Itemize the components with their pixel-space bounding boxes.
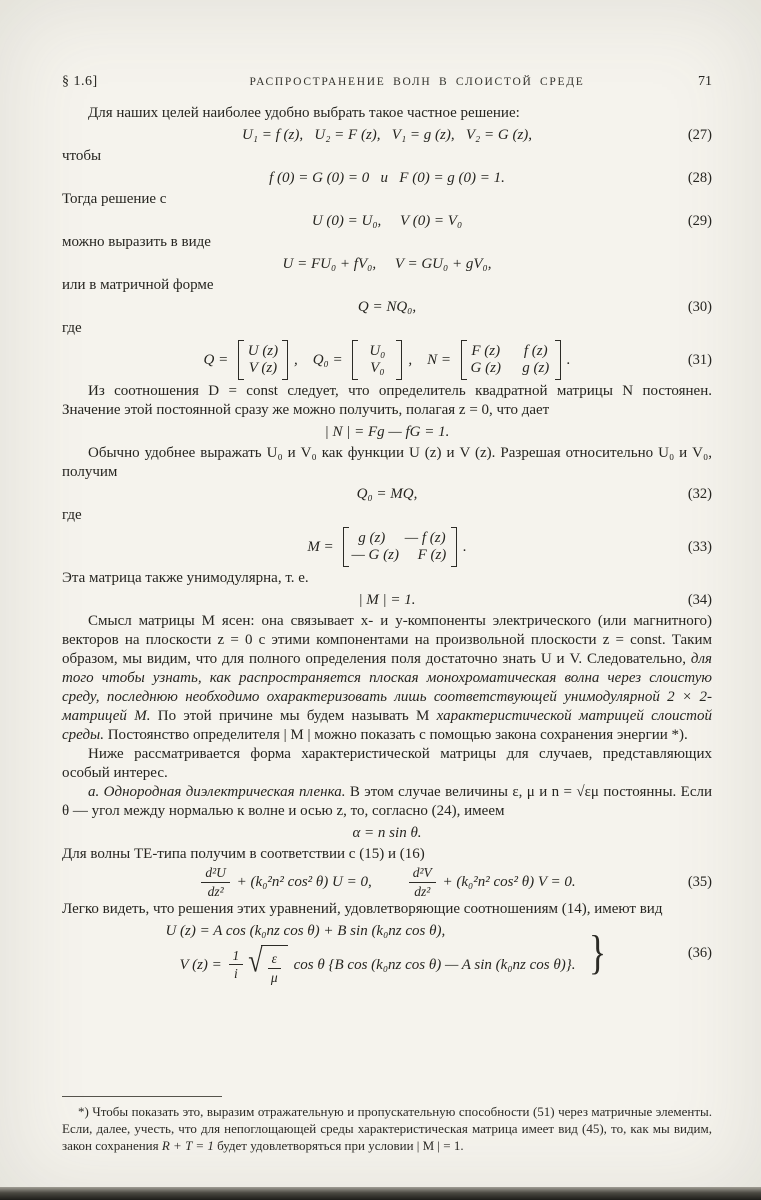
matrix-cell: V (z) xyxy=(248,360,278,376)
equation-term: . xyxy=(462,539,467,555)
equation-term: . xyxy=(566,352,571,368)
matrix-cell: F (z) xyxy=(471,343,501,359)
paragraph: Ниже рассматривается форма характеристической матрицы для случаев, представляющих особый интерес. xyxy=(62,746,712,781)
fraction-numerator: d²V xyxy=(409,866,436,883)
equation-system xyxy=(165,921,575,984)
matrix-row xyxy=(246,343,280,360)
equation-36 xyxy=(62,921,712,984)
running-head xyxy=(62,74,712,90)
paragraph-run: Смысл матрицы M ясен: она связывает x- и y-компоненты электрического (или магнитного) векторов на плоскости z = 0 с этими компонентами на произвольной плоскости z = const. Таким образом, мы видим, что для полного определения поля достаточно знать U и V. Следовательно, xyxy=(62,613,712,667)
fraction xyxy=(229,949,244,981)
equation-term: cos θ {B cos (k₀nz cos θ) — A sin (k₀nz cos θ)}. xyxy=(289,956,576,973)
paragraph xyxy=(62,783,712,821)
paragraph xyxy=(62,612,712,745)
page-number: 71 xyxy=(698,74,712,89)
matrix-cell: — G (z) xyxy=(351,547,399,563)
scan-bottom-edge xyxy=(0,1187,761,1200)
equation-term: M = xyxy=(307,539,338,555)
matrix-cell: U (z) xyxy=(247,343,279,359)
cue-line: или в матричной форме xyxy=(62,277,214,293)
equation-number: (33) xyxy=(687,539,712,555)
cue-line: где xyxy=(62,320,82,336)
matrix-cell: G (z) xyxy=(470,360,501,376)
fraction-denominator: i xyxy=(234,966,238,981)
matrix-row xyxy=(469,360,553,377)
matrix-row xyxy=(469,343,553,360)
equation-line xyxy=(165,942,576,985)
running-title: РАСПРОСТРАНЕНИЕ ВОЛН В СЛОИСТОЙ СРЕДЕ xyxy=(249,76,585,88)
cue-line: чтобы xyxy=(62,148,102,164)
equation-number: (36) xyxy=(687,944,712,961)
matrix-row xyxy=(360,360,394,377)
equation-30 xyxy=(62,297,712,317)
equation-body: U₁ = f (z), U₂ = F (z), V₁ = g (z), V₂ = G (z), xyxy=(241,127,533,143)
equation-number: (31) xyxy=(687,352,712,368)
equation-body: Q₀ = MQ, xyxy=(356,486,418,502)
equation-number: (34) xyxy=(687,592,712,608)
equation-line: U (z) = A cos (k₀nz cos θ) + B sin (k₀nz cos θ), xyxy=(165,923,446,939)
fraction-denominator: dz² xyxy=(207,883,224,899)
cue-line: Для волны TE-типа получим в соответствии с (15) и (16) xyxy=(62,846,425,862)
matrix-row xyxy=(246,360,280,377)
equation-number: (27) xyxy=(687,127,712,143)
fraction xyxy=(201,866,230,898)
matrix-n xyxy=(461,340,561,380)
footnote-block xyxy=(62,1096,712,1154)
paragraph: Обычно удобнее выражать U₀ и V₀ как функции U (z) и V (z). Разрешая относительно U₀ и V₀, получим xyxy=(62,445,712,480)
cue-line: где xyxy=(62,507,82,523)
equation-detn xyxy=(62,422,712,442)
equation-28 xyxy=(62,168,712,188)
equation-term: Q = xyxy=(203,352,232,368)
paragraph-run-italic: характеристической матрицей слоистой среды. xyxy=(62,708,713,743)
equation-body: α = n sin θ. xyxy=(352,825,422,841)
fraction xyxy=(268,952,281,984)
paragraph-run: В этом случае величины ε, μ и n = √εμ постоянны. Если θ — угол между нормалью к волне и осью z, то, согласно (24), имеем xyxy=(62,784,713,819)
equation-29 xyxy=(62,211,712,231)
equation-number: (35) xyxy=(687,874,712,890)
paragraph-run: По этой причине мы будем называть M xyxy=(150,708,437,724)
paragraph: Для наших целей наиболее удобно выбрать такое частное решение: xyxy=(88,105,520,121)
equation-32 xyxy=(62,484,712,504)
cue-line: Легко видеть, что решения этих уравнений, удовлетворяющие соотношениям (14), имеют вид xyxy=(62,901,663,917)
footnote-text: *) Чтобы показать это, выразим отражательную и пропускательную способности (51) через матричные элементы. Если, далее, учесть, что для непоглощающей среды характеристическая матрица имеет вид (45), то, как мы видим, закон сохранения xyxy=(62,1104,712,1153)
cue-line: можно выразить в виде xyxy=(62,234,211,250)
equation-term: , Q₀ = xyxy=(293,352,347,368)
footnote-math: R + T = 1 xyxy=(161,1138,214,1153)
fraction-numerator: 1 xyxy=(229,949,244,966)
equation-term: + (k₀²n² cos² θ) V = 0. xyxy=(438,874,576,890)
matrix-cell: f (z) xyxy=(523,343,548,359)
radical-argument xyxy=(261,945,288,984)
sqrt-radical xyxy=(248,942,288,985)
fraction-numerator: d²U xyxy=(201,866,230,883)
matrix-row xyxy=(351,530,449,547)
equation-27 xyxy=(62,125,712,145)
matrix-m xyxy=(343,527,457,567)
equation-body: | M | = 1. xyxy=(358,592,416,608)
paragraph-run: Постоянство определителя | M | можно показать с помощью закона сохранения энергии *). xyxy=(103,727,688,743)
equation-uv xyxy=(62,254,712,274)
fraction xyxy=(409,866,436,898)
footnote-text: будет удовлетворяться при условии | M | = 1. xyxy=(213,1138,464,1153)
matrix-cell: g (z) xyxy=(522,360,550,376)
matrix-row xyxy=(360,343,394,360)
equation-body: f (0) = G (0) = 0 и F (0) = g (0) = 1. xyxy=(269,170,505,186)
equation-35 xyxy=(62,866,712,898)
system-brace: } xyxy=(588,925,606,979)
equation-34 xyxy=(62,590,712,610)
fraction-denominator: μ xyxy=(270,969,278,985)
fraction-denominator: dz² xyxy=(414,883,431,899)
fraction-numerator: ε xyxy=(268,952,281,969)
subsection-heading: а. Однородная диэлектрическая пленка. xyxy=(88,784,346,800)
matrix-cell: — f (z) xyxy=(404,530,446,546)
footnote-rule xyxy=(62,1096,222,1097)
equation-31 xyxy=(62,340,712,380)
equation-33 xyxy=(62,527,712,567)
equation-body: | N | = Fg — fG = 1. xyxy=(324,424,450,440)
paragraph-run-italic: для того чтобы узнать, как распространяется плоская монохроматическая волна через слоистую среду, последнюю необходимо охарактеризовать лишь соответствующей унимодулярной 2 × 2-матрицей M. xyxy=(62,651,712,724)
equation-body xyxy=(62,527,712,567)
matrix-cell: g (z) xyxy=(358,530,386,546)
cue-line: Тогда решение с xyxy=(62,191,167,207)
equation-number: (32) xyxy=(687,486,712,502)
paragraph: Из соотношения D = const следует, что определитель квадратной матрицы N постоянен. Значение этой постоянной сразу же можно получить, полагая z = 0, что дает xyxy=(62,383,712,418)
section-marker: § 1.6] xyxy=(62,74,98,89)
equation-body: U (0) = U₀, V (0) = V₀ xyxy=(311,213,463,229)
equation-term: , N = xyxy=(408,352,455,368)
matrix-cell: U₀ xyxy=(369,343,386,359)
matrix-cell: V₀ xyxy=(370,360,385,376)
equation-alpha xyxy=(62,823,712,843)
matrix-row xyxy=(351,547,449,564)
matrix-q xyxy=(238,340,288,380)
equation-term: + (k₀²n² cos² θ) U = 0, xyxy=(232,874,372,890)
cue-line: Эта матрица также унимодулярна, т. е. xyxy=(62,570,309,586)
equation-body xyxy=(62,921,712,984)
equation-body xyxy=(62,866,712,898)
equation-number: (30) xyxy=(687,299,712,315)
equation-number: (29) xyxy=(687,213,712,229)
matrix-q0 xyxy=(352,340,402,380)
equation-number: (28) xyxy=(687,170,712,186)
matrix-cell: F (z) xyxy=(417,547,447,563)
radical-sign: √ xyxy=(248,942,263,979)
footnote xyxy=(62,1103,712,1154)
equation-body: Q = NQ₀, xyxy=(357,299,417,315)
equation-body: U = FU₀ + fV₀, V = GU₀ + gV₀, xyxy=(282,256,492,272)
page-content xyxy=(62,74,712,1200)
equation-term: V (z) = xyxy=(179,956,226,973)
equation-body xyxy=(62,340,712,380)
